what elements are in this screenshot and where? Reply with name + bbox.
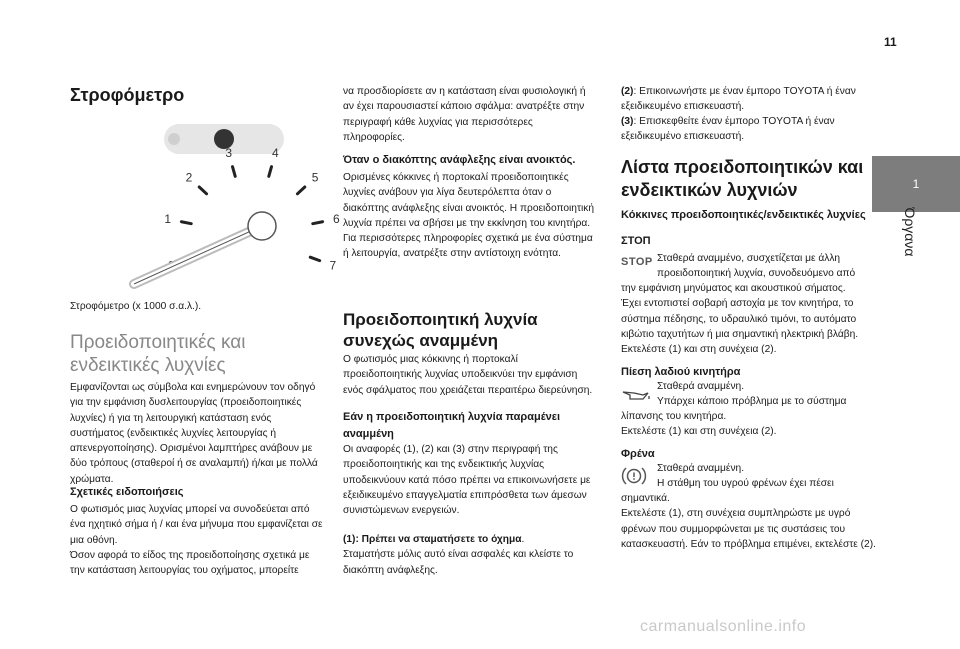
light-remains-on-text: Οι αναφορές (1), (2) και (3) στην περιγραφή της προειδοποιητικής και της ενδεικτικής λυχνίας υποδεικνύουν κατά πόσο πρέπει να επικοινωνήσετε με εξειδικευμένο επαγγελματία επιπρόσθετα των άμεσων συνιστώμενων ενεργειών. [343, 444, 591, 517]
gauge-tick-label: 5 [311, 170, 319, 185]
brake-line-1: Σταθερά αναμμένη. [657, 463, 745, 474]
gauge-tick-label: 3 [225, 146, 233, 161]
reference-3-text: : Επισκεφθείτε έναν έμπορο TOYOTA ή έναν εξειδικευμένο επισκευαστή. [621, 116, 835, 143]
gauge-knob-small [168, 133, 180, 145]
heading-light-remains-on: Εάν η προειδοποιητική λυχνία παραμένει αναμμένη [343, 411, 561, 440]
gauge-tick [269, 167, 272, 177]
section-title-permanent-light: Προειδοποιητική λυχνία συνεχώς αναμμένη [343, 310, 538, 351]
section-title-warning-lights: Προειδοποιητικές και ενδεικτικές λυχνίες [70, 332, 246, 377]
oil-line-2: Υπάρχει κάποιο πρόβλημα με το σύστημα [657, 396, 847, 407]
chapter-number: 1 [912, 177, 920, 191]
permanent-light-text: Ο φωτισμός μιας κόκκινης ή πορτοκαλί προειδοποιητικής λυχνίας υποδεικνύει την εμφάνιση ενός σφάλματος που χρειάζεται περαιτέρω διερεύνηση. [343, 354, 593, 396]
oil-line-1: Σταθερά αναμμένη. [657, 381, 745, 392]
tachometer-illustration [112, 118, 340, 298]
reference-1-label: (1) [343, 534, 356, 545]
reference-3 [621, 114, 877, 145]
subsection-title-alerts: Σχετικές ειδοποιήσεις [70, 486, 184, 498]
reference-1-text: . Σταματήστε μόλις αυτό είναι ασφαλές και κλείστε το διακόπτη ανάφλεξης. [343, 534, 574, 576]
gauge-tick [181, 222, 191, 224]
reference-2-text: : Επικοινωνήστε με έναν έμπορο TOYOTA ή έναν εξειδικευμένο επισκευαστή. [621, 86, 856, 113]
reference-1-bold: : Πρέπει να σταματήσετε το όχημα [355, 534, 522, 545]
gauge-tick [232, 167, 235, 177]
reference-2-label: (2) [621, 86, 634, 97]
gauge-tick-label: 1 [164, 211, 172, 226]
stop-line-2: προειδοποιητική λυχνία, συνοδευόμενο από [657, 268, 856, 279]
warning-lights-intro: Εμφανίζονται ως σύμβολα και ενημερώνουν τον οδηγό για την εμφάνιση δυσλειτουργίας (προειδοποιητικές λυχνίες) ή για τη λειτουργική κατάσταση ενός συστήματος (ενδεικτικές λυχνίες λειτουργίας ή απενεργοποίησης). Ορισμένοι λαμπτήρες ανάβουν με δύο τρόπους (σταθεροί ή σε αναλαμπή) ή/και με πολλά χρώματα. [70, 382, 318, 485]
oil-pressure-title: Πίεση λαδιού κινητήρα [621, 366, 741, 378]
gauge-tick-label: 2 [185, 170, 193, 185]
tachometer-caption: Στροφόμετρο (x 1000 σ.α.λ.). [70, 301, 202, 312]
stop-title: ΣΤΟΠ [621, 235, 651, 247]
section-title-light-list: Λίστα προειδοποιητικών και ενδεικτικών λυχνιών [621, 157, 864, 200]
gauge-tick [313, 222, 323, 224]
gauge-hub [248, 212, 276, 240]
chapter-label: Όργανα [902, 207, 918, 257]
page-number: 11 [884, 35, 897, 49]
oil-text: λίπανσης του κινητήρα. Εκτελέστε (1) και στη συνέχεια (2). [621, 411, 777, 438]
oil-can-icon [621, 387, 651, 401]
stop-text: την εμφάνιση μηνύματος και ακουστικού σήματος. Έχει εντοπιστεί σοβαρή αστοχία με τον κινητήρα, το σύστημα πέδησης, το υδραυλικό τιμόνι, το αυτόματο κιβώτιο ταχυτήτων ή μια σημαντική ηλεκτρική βλάβη. Εκτελέστε (1) και στη συνέχεια (2). [621, 283, 859, 356]
gauge-tick-label: 7 [329, 258, 337, 273]
stop-line-1: Σταθερά αναμμένο, συσχετίζεται με άλλη [657, 253, 841, 264]
brake-icon [621, 465, 647, 487]
ignition-on-text: Ορισμένες κόκκινες ή πορτοκαλί προειδοποιητικές λυχνίες ανάβουν για λίγα δευτερόλεπτα όταν ο διακόπτης ανάφλεξης είναι ανοικτός. Η προειδοποιητική λυχνία πρέπει να σβήσει με την εκκίνηση του κινητήρα. Για περισσότερες πληροφορίες σχετικά με ένα σύστημα ή λειτουργία, ανατρέξτε στην αντίστοιχη ενότητα. [343, 172, 595, 260]
subsection-title-red-lights: Κόκκινες προειδοποιητικές/ενδεικτικές λυχνίες [621, 209, 866, 221]
gauge-needle-edge [134, 226, 262, 284]
continued-text: να προσδιορίσετε αν η κατάσταση είναι φυσιολογική ή αν έχει παρουσιαστεί κάποιο σφάλμα: ανατρέξτε στην περιγραφή κάθε λυχνίας για περισσότερες πληροφορίες. [343, 86, 586, 143]
gauge-tick-label: 4 [271, 146, 279, 161]
alerts-text: Ο φωτισμός μιας λυχνίας μπορεί να συνοδεύεται από ένα ηχητικό σήμα ή / και ένα μήνυμα που εμφανίζεται σε μια οθόνη. Όσον αφορά το είδος της προειδοποίησης σχετικά με την κατάσταση λειτουργίας του οχήματος, μπορείτε [70, 504, 323, 577]
reference-1 [343, 532, 595, 578]
gauge-tick-label: 6 [332, 211, 340, 226]
heading-ignition-on: Όταν ο διακόπτης ανάφλεξης είναι ανοικτός. [343, 154, 576, 166]
reference-3-label: (3) [621, 116, 634, 127]
brake-line-2: Η στάθμη του υγρού φρένων έχει πέσει [657, 478, 834, 489]
reference-2 [621, 84, 877, 115]
gauge-tick [297, 187, 304, 194]
section-title-tachometer: Στροφόμετρο [70, 85, 185, 105]
brake-text: σημαντικά. Εκτελέστε (1), στη συνέχεια συμπληρώστε με υγρό φρένων που συμμορφώνεται με τις συστάσεις του κατασκευαστή. Εάν το πρόβλημα επιμένει, εκτελέστε (2). [621, 493, 876, 550]
watermark: carmanualsonline.info [640, 618, 807, 635]
gauge-tick [310, 257, 319, 260]
stop-warning-icon: STOP [621, 256, 653, 268]
gauge-tick [199, 187, 206, 194]
brakes-title: Φρένα [621, 448, 655, 460]
gauge-ticks [181, 167, 322, 261]
